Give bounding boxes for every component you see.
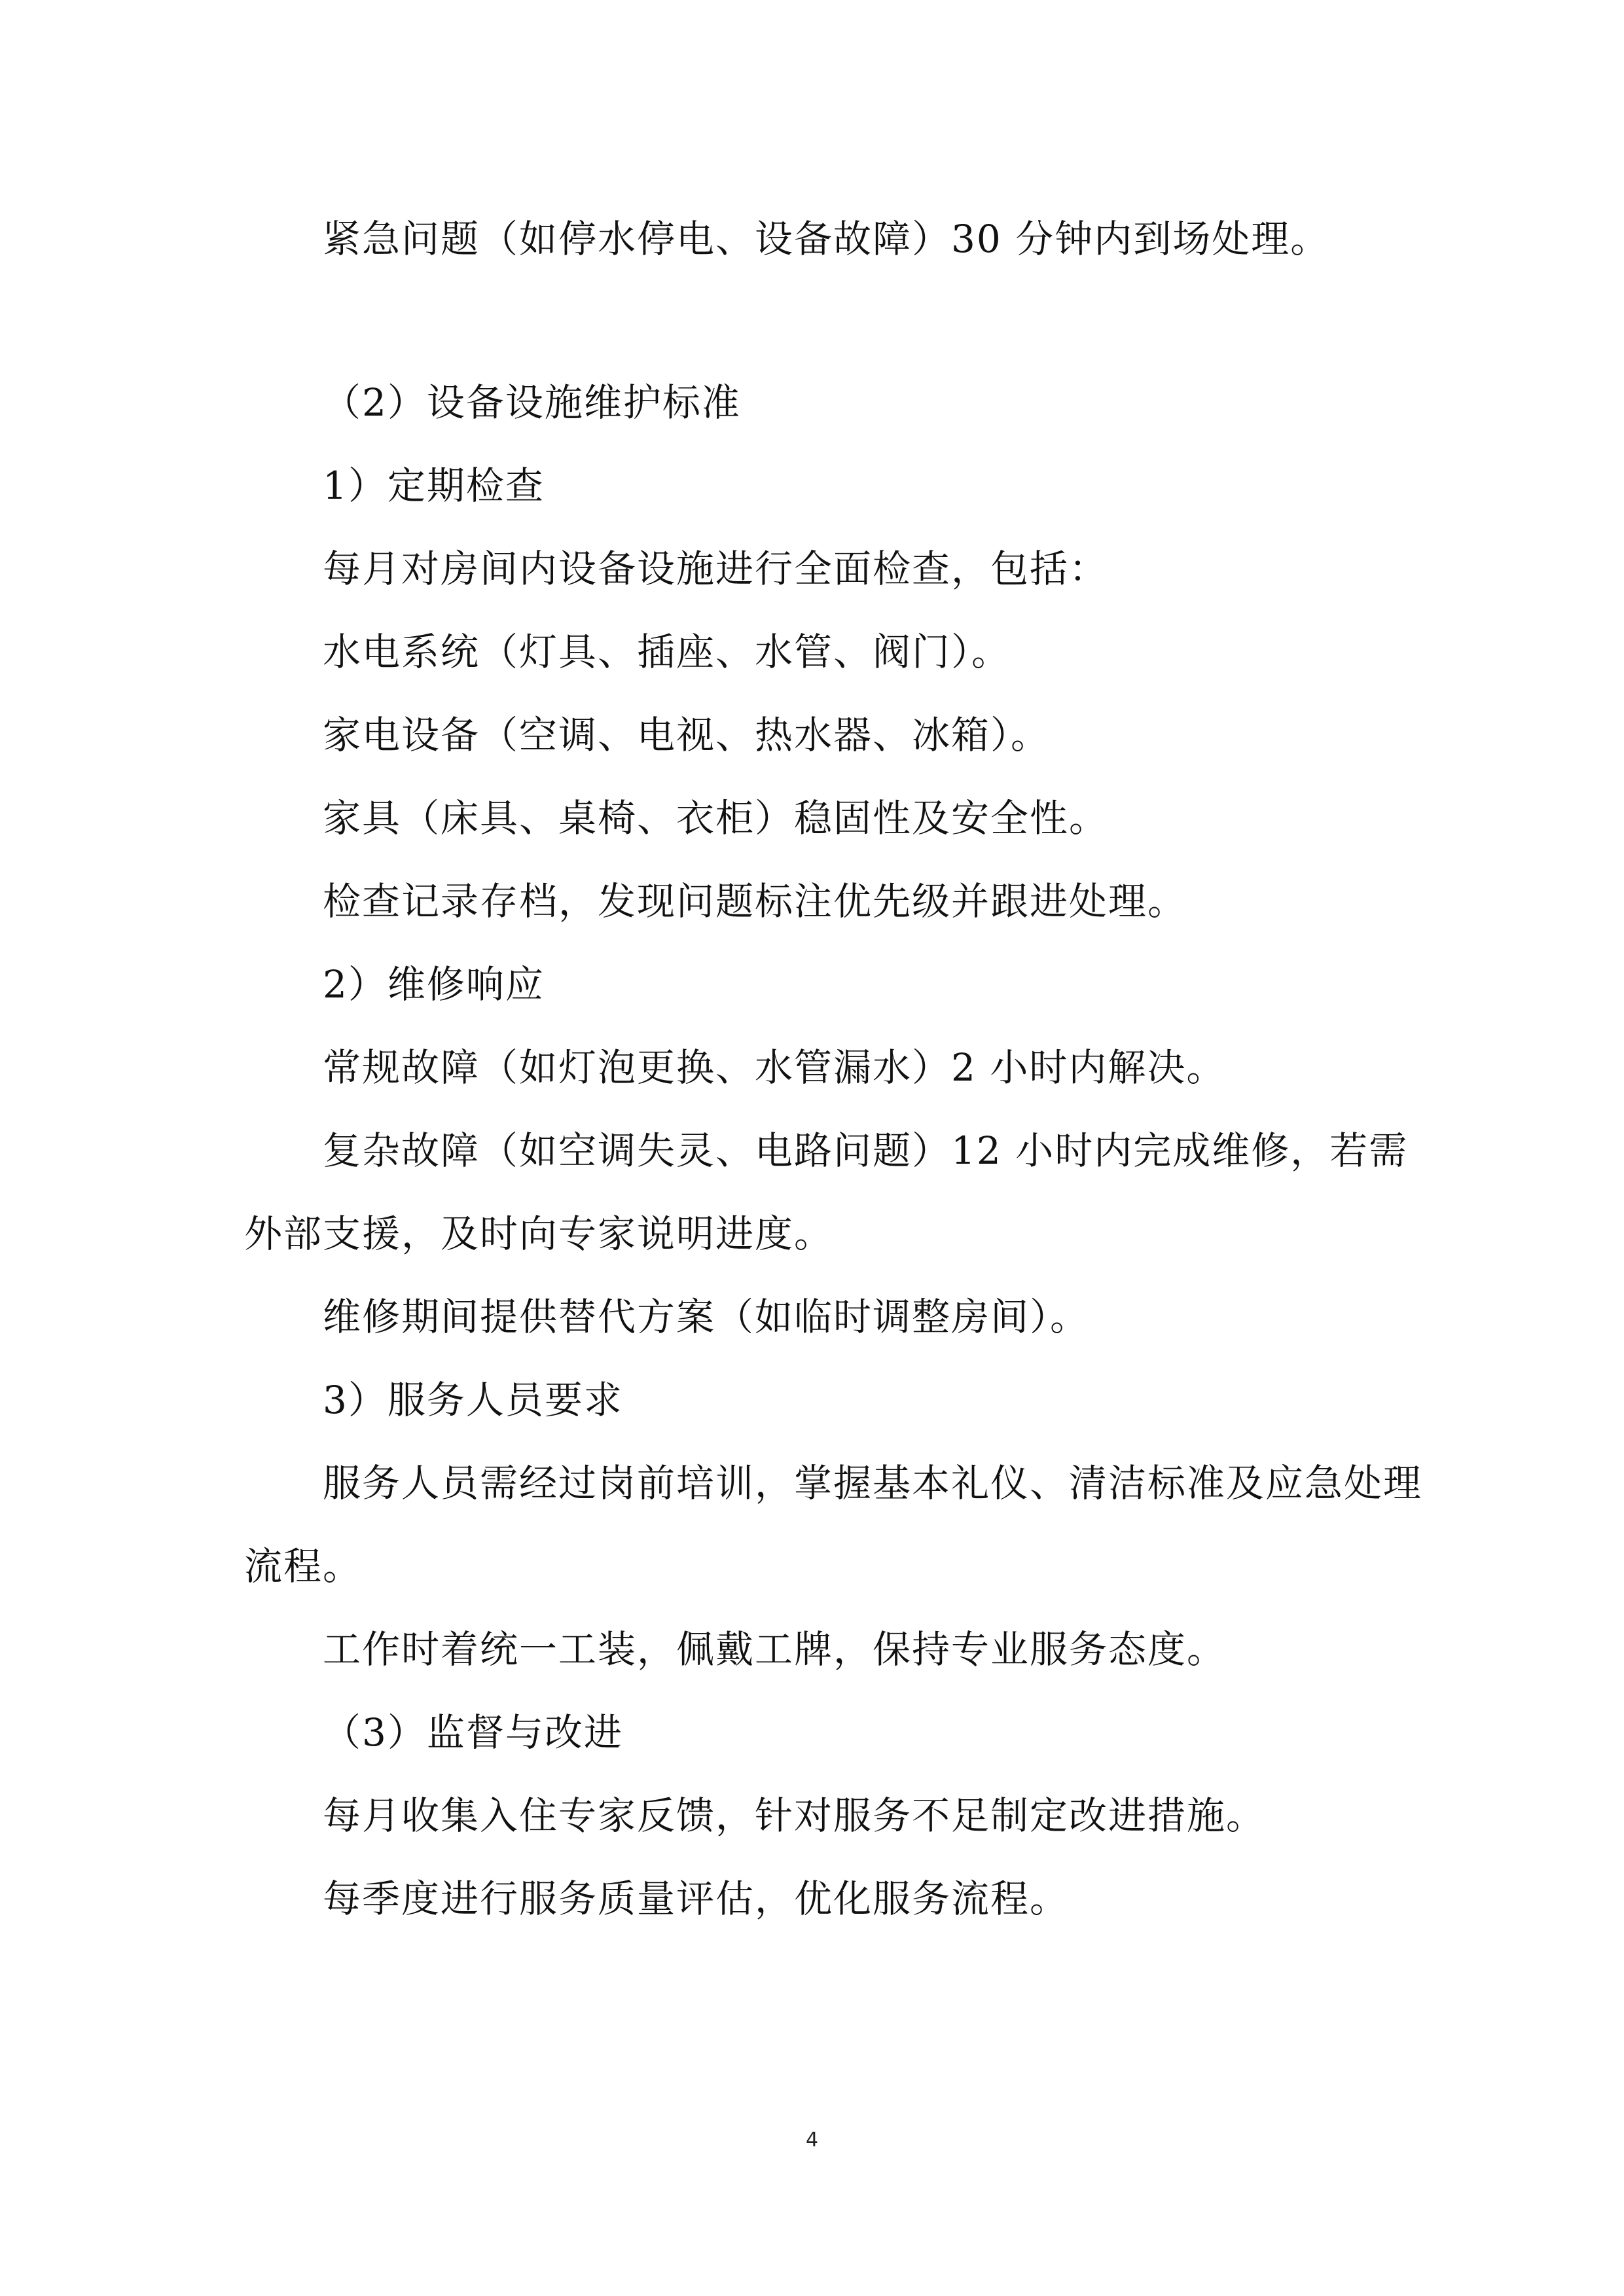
paragraph-furniture-safety: 家具（床具、桌椅、衣柜）稳固性及安全性。	[323, 796, 1109, 840]
paragraph-alternative-plan: 维修期间提供替代方案（如临时调整房间）。	[323, 1295, 1090, 1339]
paragraph-emergency-response: 紧急问题（如停水停电、设备故障）30 分钟内到场处理。	[323, 217, 1330, 261]
page-number: 4	[805, 2128, 819, 2151]
paragraph-complex-faults-line1: 复杂故障（如空调失灵、电路问题）12 小时内完成维修，若需	[323, 1128, 1409, 1173]
section-heading-equipment-maintenance: （2）设备设施维护标准	[323, 380, 741, 425]
paragraph-inspection-records: 检查记录存档，发现问题标注优先级并跟进处理。	[323, 879, 1187, 924]
subheading-staff-requirements: 3）服务人员要求	[323, 1378, 623, 1422]
paragraph-staff-training-line2: 流程。	[244, 1544, 363, 1588]
paragraph-routine-faults: 常规故障（如灯泡更换、水管漏水）2 小时内解决。	[323, 1045, 1226, 1090]
subheading-regular-inspection: 1）定期检查	[323, 463, 545, 508]
paragraph-quarterly-evaluation: 每季度进行服务质量评估，优化服务流程。	[323, 1876, 1070, 1921]
paragraph-uniform-badge: 工作时着统一工装，佩戴工牌，保持专业服务态度。	[323, 1627, 1227, 1672]
paragraph-monthly-feedback: 每月收集入住专家反馈，针对服务不足制定改进措施。	[323, 1793, 1266, 1838]
paragraph-complex-faults-line2: 外部支援，及时向专家说明进度。	[244, 1211, 834, 1256]
paragraph-monthly-inspection: 每月对房间内设备设施进行全面检查，包括：	[323, 547, 1109, 591]
section-heading-supervision-improvement: （3）监督与改进	[323, 1710, 623, 1755]
paragraph-appliances: 家电设备（空调、电视、热水器、冰箱）。	[323, 713, 1051, 757]
subheading-repair-response: 2）维修响应	[323, 962, 545, 1007]
paragraph-utility-systems: 水电系统（灯具、插座、水管、阀门）。	[323, 630, 1011, 674]
paragraph-staff-training-line1: 服务人员需经过岗前培训，掌握基本礼仪、清洁标准及应急处理	[323, 1461, 1423, 1505]
